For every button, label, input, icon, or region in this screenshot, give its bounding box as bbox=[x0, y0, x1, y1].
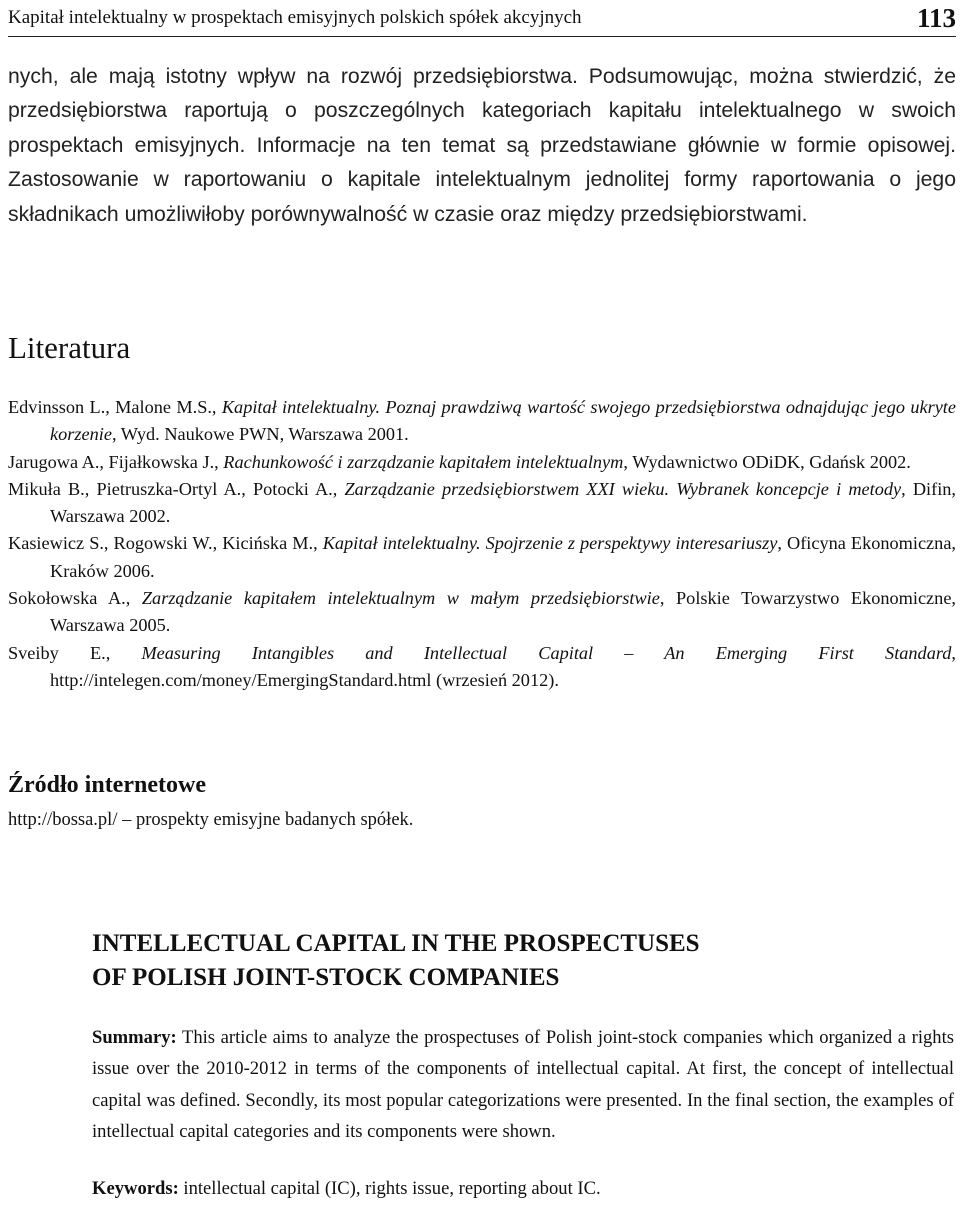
ref-publisher: , Wydawnictwo ODiDK, Gdańsk 2002. bbox=[623, 451, 911, 472]
summary-label: Summary: bbox=[92, 1027, 177, 1048]
ref-title: Rachunkowość i zarządzanie kapitałem intelektualnym bbox=[223, 451, 624, 472]
ref-publisher: , Difin, Warszawa 2002. bbox=[50, 478, 956, 527]
ref-authors: Mikuła B., Pietruszka-Ortyl A., Potocki A., bbox=[8, 478, 345, 499]
ref-title: Zarządzanie przedsiębiorstwem XXI wieku. Wybranek koncepcje i metody bbox=[344, 478, 902, 499]
ref-title: Kapitał intelektualny. Spojrzenie z perspektywy interesariuszy bbox=[322, 533, 778, 554]
ref-authors: Sveiby E., bbox=[8, 642, 142, 663]
keywords-text: intellectual capital (IC), rights issue, reporting about IC. bbox=[178, 1178, 601, 1199]
summary-text: This article aims to analyze the prospectuses of Polish joint-stock companies which organized a rights issue over the 2010-2012 in terms of the components of intellectual capital. At first, the concept of intellectual capital was defined. Secondly, its most popular categorizations were presented. In the final section, the examples of intellectual capital categories and its components were shown. bbox=[92, 1027, 954, 1143]
ref-publisher: , http://intelegen.com/money/EmergingStandard.html (wrzesień 2012). bbox=[50, 642, 956, 690]
ref-authors: Edvinsson L., Malone M.S., bbox=[8, 397, 222, 417]
ref-authors: Kasiewicz S., Rogowski W., Kicińska M., bbox=[8, 533, 323, 554]
ref-authors: Sokołowska A., bbox=[8, 588, 142, 609]
reference-item bbox=[8, 640, 956, 695]
ref-title: Zarządzanie kapitałem intelektualnym w małym przedsiębiorstwie bbox=[141, 588, 660, 609]
ref-title: Kapitał intelektualny. Poznaj prawdziwą wartość swojego przedsiębiorstwa odnajdując jego ukryte korzenie bbox=[50, 397, 956, 445]
english-title-line: OF POLISH JOINT-STOCK COMPANIES bbox=[92, 964, 560, 991]
english-title bbox=[92, 927, 952, 995]
ref-publisher: , Wyd. Naukowe PWN, Warszawa 2001. bbox=[111, 424, 409, 445]
running-header bbox=[8, 0, 956, 37]
body-paragraph: nych, ale mają istotny wpływ na rozwój przedsiębiorstwa. Podsumowując, można stwierdzić, że przedsiębiorstwa raportują o poszczególnych kategoriach kapitału intelektualnego w swoich prospektach emisyjnych. Informacje na ten temat są przedstawiane głównie w formie opisowej. Zastosowanie w raportowaniu o kapitale intelektualnym jednolitej formy raportowania o jego składnikach umożliwiłoby porównywalność w czasie oraz między przedsiębiorstwami. bbox=[8, 65, 956, 226]
literature-heading: Literatura bbox=[8, 330, 131, 365]
summary-paragraph bbox=[92, 1022, 954, 1148]
ref-publisher: , Oficyna Ekonomiczna, Kraków 2006. bbox=[50, 533, 957, 581]
reference-item bbox=[8, 476, 956, 531]
keywords-paragraph bbox=[92, 1178, 954, 1200]
internet-source-heading: Źródło internetowe bbox=[8, 772, 206, 798]
page-number: 113 bbox=[916, 2, 956, 33]
keywords-label: Keywords: bbox=[92, 1178, 179, 1199]
ref-title: Measuring Intangibles and Intellectual Capital – An Emerging First Standard bbox=[141, 642, 952, 663]
running-title: Kapitał intelektualny w prospektach emisyjnych polskich spółek akcyjnych bbox=[8, 7, 582, 28]
ref-authors: Jarugowa A., Fijałkowska J., bbox=[8, 451, 224, 472]
internet-source-text: http://bossa.pl/ – prospekty emisyjne badanych spółek. bbox=[8, 810, 414, 830]
reference-item bbox=[8, 585, 956, 640]
ref-publisher: , Polskie Towarzystwo Ekonomiczne, Warszawa 2005. bbox=[50, 588, 956, 636]
english-title-line: INTELLECTUAL CAPITAL IN THE PROSPECTUSES bbox=[92, 930, 700, 957]
reference-item bbox=[8, 530, 956, 585]
reference-list bbox=[8, 394, 956, 694]
reference-item bbox=[8, 394, 956, 449]
reference-item bbox=[8, 449, 956, 476]
